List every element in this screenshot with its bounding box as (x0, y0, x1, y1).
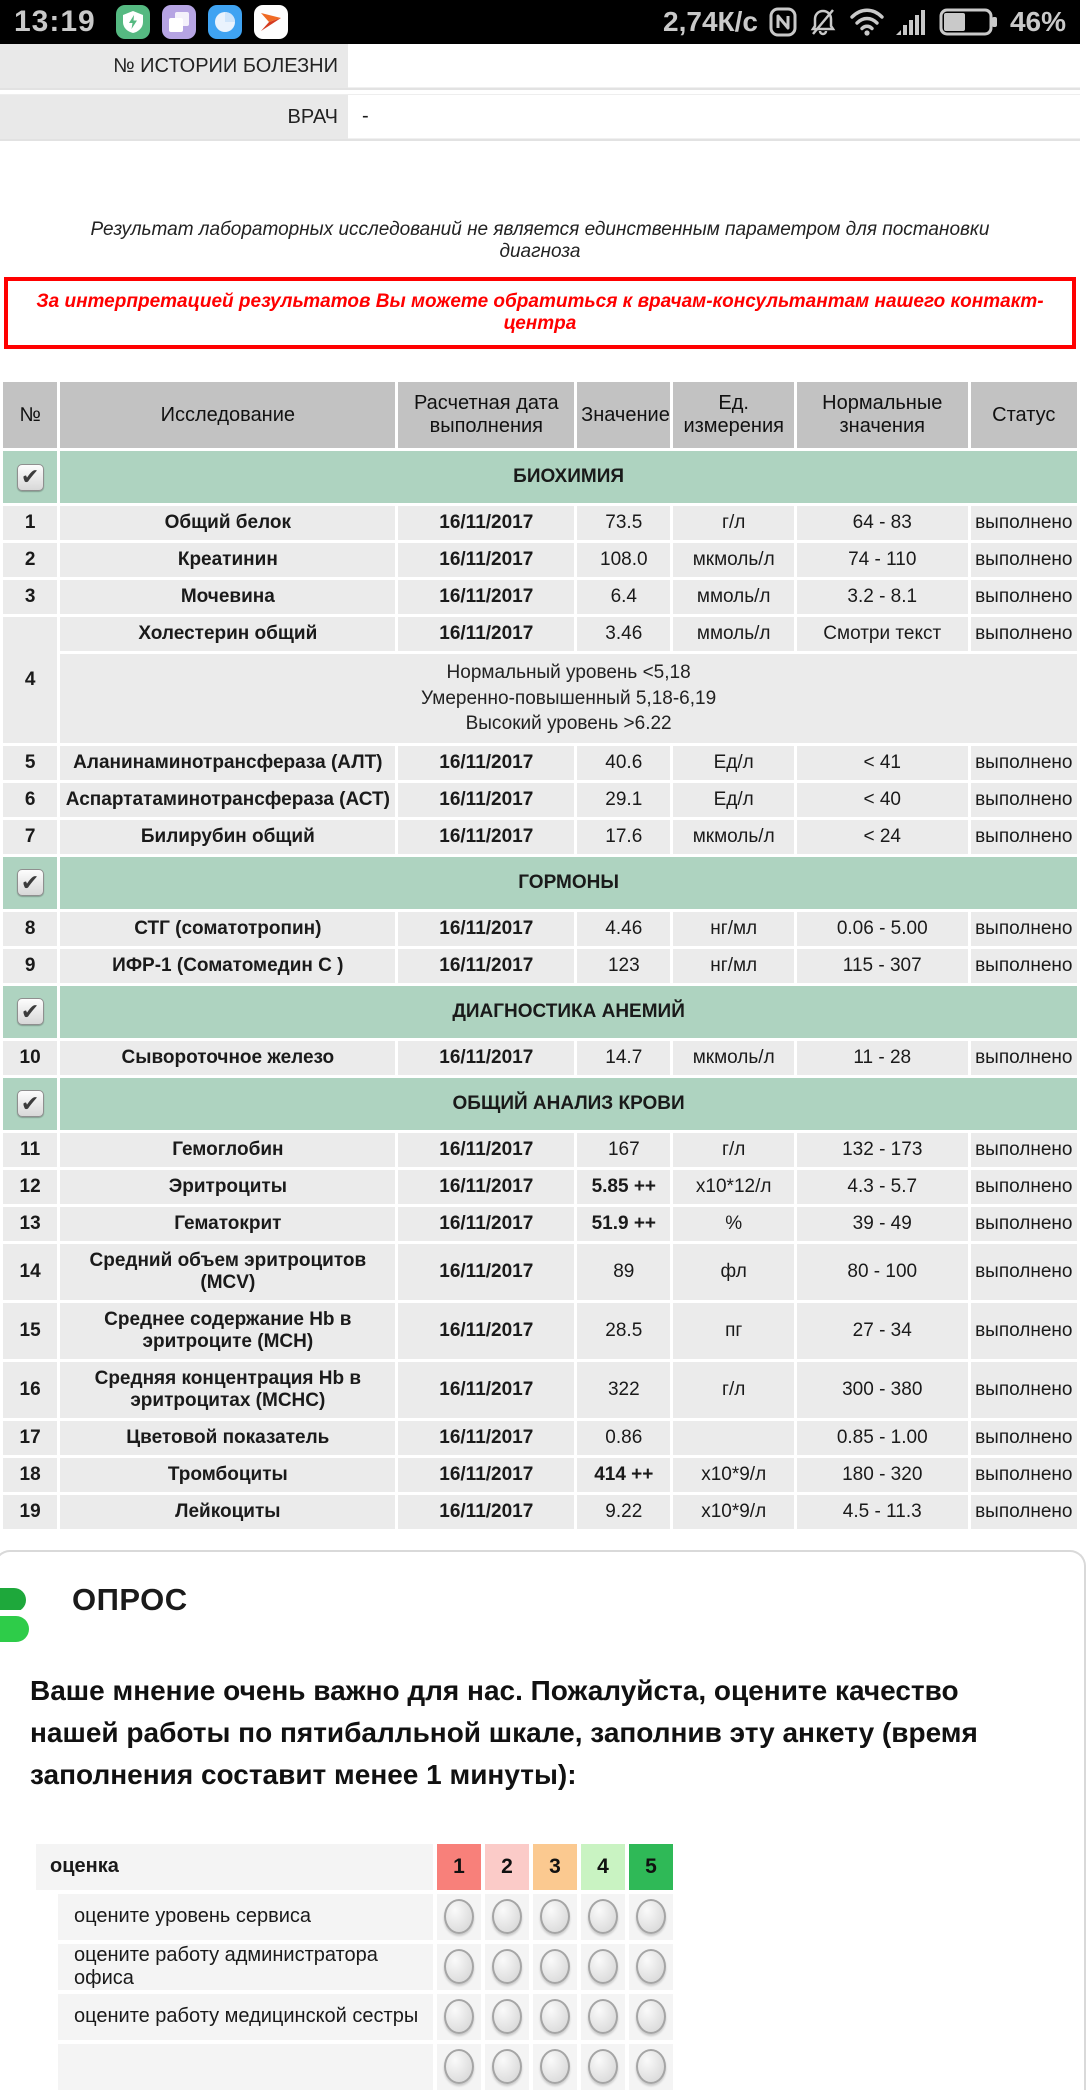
rating-radio-cell (533, 2044, 577, 2090)
lab-logo-icon (0, 1586, 26, 1642)
test-date: 16/11/2017 (398, 1421, 574, 1455)
section-checkbox[interactable]: ✔ (17, 869, 44, 896)
test-name: Лейкоциты (60, 1495, 395, 1529)
rating-radio-cell (437, 2044, 481, 2090)
test-norm: 115 - 307 (797, 949, 968, 983)
section-checkbox-cell (3, 451, 57, 503)
test-name: Креатинин (60, 543, 395, 577)
survey-title: ОПРОС (72, 1581, 188, 1617)
rating-question-row (58, 2044, 1050, 2090)
rating-radio-cell (581, 1994, 625, 2040)
test-status: выполнено (971, 783, 1077, 817)
test-name: Билирубин общий (60, 820, 395, 854)
test-date: 16/11/2017 (398, 1458, 574, 1492)
test-unit: фл (673, 1244, 793, 1300)
test-value: 3.46 (577, 617, 670, 651)
test-date: 16/11/2017 (398, 1207, 574, 1241)
section-row (3, 986, 1077, 1038)
rating-question-rows (36, 1894, 1050, 2090)
test-status: выполнено (971, 1133, 1077, 1167)
test-date: 16/11/2017 (398, 746, 574, 780)
test-status: выполнено (971, 1207, 1077, 1241)
battery-icon (940, 8, 998, 36)
test-row (3, 820, 1077, 854)
test-name: Средний объем эритроцитов (MCV) (60, 1244, 395, 1300)
test-norm: < 40 (797, 783, 968, 817)
test-name: Гематокрит (60, 1207, 395, 1241)
info-row-doctor (0, 94, 1080, 141)
test-note (60, 654, 1077, 743)
test-number: 14 (3, 1244, 57, 1300)
test-value: 28.5 (577, 1303, 670, 1359)
test-date: 16/11/2017 (398, 1244, 574, 1300)
survey-card (0, 1550, 1086, 2090)
test-date: 16/11/2017 (398, 1133, 574, 1167)
test-unit: % (673, 1207, 793, 1241)
test-note-row (3, 654, 1077, 743)
test-status: выполнено (971, 1458, 1077, 1492)
test-status: выполнено (971, 506, 1077, 540)
test-unit: Ед/л (673, 746, 793, 780)
test-name: Холестерин общий (60, 617, 395, 651)
rating-score-header: 2 (485, 1844, 529, 1890)
test-row (3, 1495, 1077, 1529)
test-date: 16/11/2017 (398, 1495, 574, 1529)
rating-radio-button[interactable] (636, 1899, 666, 1934)
test-row (3, 506, 1077, 540)
rating-table (36, 1844, 1050, 2090)
rating-radio-button[interactable] (636, 1949, 666, 1984)
test-number: 17 (3, 1421, 57, 1455)
rating-score-header: 4 (581, 1844, 625, 1890)
test-norm: 300 - 380 (797, 1362, 968, 1418)
section-row (3, 1078, 1077, 1130)
test-status: выполнено (971, 580, 1077, 614)
test-row (3, 912, 1077, 946)
rating-radio-cell (629, 2044, 673, 2090)
test-date: 16/11/2017 (398, 617, 574, 651)
rating-radio-button[interactable] (540, 1949, 570, 1984)
test-unit: х10*9/л (673, 1458, 793, 1492)
test-status: выполнено (971, 746, 1077, 780)
doctor-label: ВРАЧ (0, 95, 348, 139)
test-unit: Ед/л (673, 783, 793, 817)
test-name: Общий белок (60, 506, 395, 540)
test-name: Мочевина (60, 580, 395, 614)
rating-radio-button[interactable] (588, 1949, 618, 1984)
test-row (3, 746, 1077, 780)
rating-radio-cell (485, 1944, 529, 1990)
test-date: 16/11/2017 (398, 783, 574, 817)
test-value: 17.6 (577, 820, 670, 854)
rating-radio-cell (485, 2044, 529, 2090)
col-header-test: Исследование (60, 382, 395, 448)
doctor-value: - (348, 95, 1080, 139)
lab-disclaimer-text: Результат лабораторных исследований не является единственным параметром для постановки диагноза (90, 219, 990, 262)
rating-radio-button[interactable] (636, 1999, 666, 2034)
test-unit: ммоль/л (673, 617, 793, 651)
test-number: 7 (3, 820, 57, 854)
test-name: Гемоглобин (60, 1133, 395, 1167)
test-norm: < 24 (797, 820, 968, 854)
test-number: 8 (3, 912, 57, 946)
history-number-value (348, 44, 1080, 88)
section-row (3, 451, 1077, 503)
rating-radio-cell (581, 2044, 625, 2090)
contact-center-notice (4, 277, 1076, 349)
test-value: 5.85 ++ (577, 1170, 670, 1204)
test-norm: 4.3 - 5.7 (797, 1170, 968, 1204)
rating-radio-button[interactable] (540, 2049, 570, 2084)
test-value: 414 ++ (577, 1458, 670, 1492)
rating-question-label (58, 2044, 433, 2090)
rating-radio-cell (437, 1944, 481, 1990)
test-norm: Смотри текст (797, 617, 968, 651)
test-date: 16/11/2017 (398, 1303, 574, 1359)
test-norm: 4.5 - 11.3 (797, 1495, 968, 1529)
rating-radio-cell (581, 1894, 625, 1940)
rating-radio-button[interactable] (444, 1899, 474, 1934)
test-number: 3 (3, 580, 57, 614)
test-unit: г/л (673, 1362, 793, 1418)
test-status: выполнено (971, 1303, 1077, 1359)
test-number: 11 (3, 1133, 57, 1167)
signal-bars-icon (896, 9, 928, 35)
rating-question-row (58, 1994, 1050, 2040)
copy-pages-app-icon (162, 5, 196, 39)
test-number: 19 (3, 1495, 57, 1529)
survey-intro-text: Ваше мнение очень важно для нас. Пожалуйста, оцените качество нашей работы по пятибалльной шкале, заполнив эту анкету (время заполнения составит менее 1 минуты): (30, 1674, 978, 1790)
test-number: 16 (3, 1362, 57, 1418)
test-number: 2 (3, 543, 57, 577)
wifi-icon (850, 8, 884, 36)
test-name: Цветовой показатель (60, 1421, 395, 1455)
test-date: 16/11/2017 (398, 949, 574, 983)
test-norm: < 41 (797, 746, 968, 780)
test-norm: 64 - 83 (797, 506, 968, 540)
rating-question-label: оцените работу медицинской сестры (58, 1994, 433, 2040)
test-date: 16/11/2017 (398, 820, 574, 854)
history-number-label: № ИСТОРИИ БОЛЕЗНИ (0, 44, 348, 88)
col-header-value: Значение (577, 382, 670, 448)
patient-info (0, 44, 1080, 141)
test-number: 12 (3, 1170, 57, 1204)
section-checkbox[interactable]: ✔ (17, 998, 44, 1025)
test-value: 40.6 (577, 746, 670, 780)
test-status: выполнено (971, 820, 1077, 854)
rating-question-row (58, 1894, 1050, 1940)
rating-radio-cell (485, 1994, 529, 2040)
test-row (3, 543, 1077, 577)
test-value: 108.0 (577, 543, 670, 577)
test-norm: 0.85 - 1.00 (797, 1421, 968, 1455)
rating-radio-cell (533, 1894, 577, 1940)
test-name: Аланинаминотрансфераза (АЛТ) (60, 746, 395, 780)
test-value: 29.1 (577, 783, 670, 817)
test-date: 16/11/2017 (398, 1170, 574, 1204)
results-header-row (3, 382, 1077, 448)
test-value: 89 (577, 1244, 670, 1300)
test-norm: 3.2 - 8.1 (797, 580, 968, 614)
test-unit: х10*12/л (673, 1170, 793, 1204)
test-row (3, 1133, 1077, 1167)
status-bar (0, 0, 1080, 44)
test-row (3, 1170, 1077, 1204)
test-row (3, 949, 1077, 983)
test-norm: 180 - 320 (797, 1458, 968, 1492)
col-header-norm: Нормальные значения (797, 382, 968, 448)
test-unit: ммоль/л (673, 580, 793, 614)
test-note-line: Высокий уровень >6.22 (465, 713, 672, 735)
rating-score-header: 5 (629, 1844, 673, 1890)
test-value: 322 (577, 1362, 670, 1418)
test-value: 167 (577, 1133, 670, 1167)
section-row (3, 857, 1077, 909)
test-unit: г/л (673, 1133, 793, 1167)
rating-question-row (58, 1944, 1050, 1990)
section-checkbox-cell (3, 986, 57, 1038)
test-date: 16/11/2017 (398, 506, 574, 540)
test-value: 9.22 (577, 1495, 670, 1529)
test-status: выполнено (971, 617, 1077, 651)
rating-radio-cell (533, 1944, 577, 1990)
test-norm: 132 - 173 (797, 1133, 968, 1167)
test-row (3, 617, 1077, 651)
test-status: выполнено (971, 949, 1077, 983)
rating-radio-button[interactable] (588, 2049, 618, 2084)
col-header-date: Расчетная дата выполнения (398, 382, 574, 448)
rating-header-row (36, 1844, 1050, 1890)
test-status: выполнено (971, 1041, 1077, 1075)
test-value: 73.5 (577, 506, 670, 540)
test-row (3, 1458, 1077, 1492)
rating-radio-button[interactable] (588, 1899, 618, 1934)
rating-radio-button[interactable] (540, 1899, 570, 1934)
test-name: Среднее содержание Hb в эритроците (MCH) (60, 1303, 395, 1359)
orange-arrow-app-icon (254, 5, 288, 39)
test-row (3, 1362, 1077, 1418)
test-date: 16/11/2017 (398, 1041, 574, 1075)
test-unit: мкмоль/л (673, 1041, 793, 1075)
rating-radio-button[interactable] (444, 1999, 474, 2034)
col-header-unit: Ед. измерения (673, 382, 793, 448)
test-name: Эритроциты (60, 1170, 395, 1204)
test-unit: мкмоль/л (673, 820, 793, 854)
test-norm: 74 - 110 (797, 543, 968, 577)
test-status: выполнено (971, 1362, 1077, 1418)
test-value: 0.86 (577, 1421, 670, 1455)
test-number: 9 (3, 949, 57, 983)
info-row-history-number (0, 44, 1080, 90)
test-value: 4.46 (577, 912, 670, 946)
test-row (3, 783, 1077, 817)
rating-radio-button[interactable] (636, 2049, 666, 2084)
test-date: 16/11/2017 (398, 543, 574, 577)
rating-radio-cell (629, 1944, 673, 1990)
test-name: Аспартатаминотрансфераза (АСТ) (60, 783, 395, 817)
test-row (3, 1244, 1077, 1300)
test-number: 13 (3, 1207, 57, 1241)
battery-percent: 46% (1009, 6, 1066, 37)
test-value: 14.7 (577, 1041, 670, 1075)
test-name: ИФР-1 (Соматомедин С ) (60, 949, 395, 983)
test-value: 123 (577, 949, 670, 983)
test-number: 1 (3, 506, 57, 540)
browser-circle-app-icon (208, 5, 242, 39)
test-status: выполнено (971, 1244, 1077, 1300)
col-header-num: № (3, 382, 57, 448)
test-norm: 27 - 34 (797, 1303, 968, 1359)
rating-radio-cell (581, 1944, 625, 1990)
test-norm: 80 - 100 (797, 1244, 968, 1300)
section-title: БИОХИМИЯ (60, 451, 1077, 503)
lab-results-table (0, 379, 1080, 1532)
test-note-line: Умеренно-повышенный 5,18-6,19 (421, 687, 717, 709)
test-number: 6 (3, 783, 57, 817)
test-status: выполнено (971, 543, 1077, 577)
rating-question-label: оцените работу администратора офиса (58, 1944, 433, 1990)
rating-radio-cell (629, 1994, 673, 2040)
rating-radio-cell (485, 1894, 529, 1940)
test-value: 51.9 ++ (577, 1207, 670, 1241)
clock-time: 13:19 (14, 5, 96, 38)
test-number: 4 (3, 617, 57, 743)
test-date: 16/11/2017 (398, 912, 574, 946)
rating-radio-button[interactable] (588, 1999, 618, 2034)
test-norm: 0.06 - 5.00 (797, 912, 968, 946)
rating-radio-button[interactable] (492, 2049, 522, 2084)
test-unit: г/л (673, 506, 793, 540)
rating-question-label: оцените уровень сервиса (58, 1894, 433, 1940)
rating-radio-cell (437, 1894, 481, 1940)
rating-radio-cell (437, 1994, 481, 2040)
test-number: 5 (3, 746, 57, 780)
test-name: Средняя концентрация Hb в эритроцитах (MCHC) (60, 1362, 395, 1418)
test-row (3, 580, 1077, 614)
test-row (3, 1041, 1077, 1075)
rating-score-header: 1 (437, 1844, 481, 1890)
rating-radio-button[interactable] (492, 1999, 522, 2034)
test-row (3, 1303, 1077, 1359)
rating-radio-button[interactable] (492, 1899, 522, 1934)
rating-radio-cell (629, 1894, 673, 1940)
rating-radio-button[interactable] (492, 1949, 522, 1984)
contact-center-notice-text: За интерпретацией результатов Вы можете обратиться к врачам-консультантам нашего контакт-центра (36, 291, 1044, 334)
test-unit: х10*9/л (673, 1495, 793, 1529)
test-value: 6.4 (577, 580, 670, 614)
rating-radio-button[interactable] (444, 1949, 474, 1984)
test-number: 18 (3, 1458, 57, 1492)
test-status: выполнено (971, 1170, 1077, 1204)
rating-score-header: 3 (533, 1844, 577, 1890)
section-checkbox[interactable]: ✔ (17, 1090, 44, 1117)
test-date: 16/11/2017 (398, 580, 574, 614)
test-note-line: Нормальный уровень <5,18 (446, 662, 691, 683)
nfc-icon (770, 7, 796, 37)
section-checkbox-cell (3, 1078, 57, 1130)
test-name: СТГ (соматотропин) (60, 912, 395, 946)
security-shield-app-icon (116, 5, 150, 39)
results-table-body (3, 451, 1077, 1529)
test-norm: 39 - 49 (797, 1207, 968, 1241)
test-row (3, 1207, 1077, 1241)
test-status: выполнено (971, 912, 1077, 946)
test-row (3, 1421, 1077, 1455)
section-checkbox[interactable]: ✔ (17, 464, 44, 491)
test-unit: мкмоль/л (673, 543, 793, 577)
test-unit: нг/мл (673, 912, 793, 946)
test-status: выполнено (971, 1495, 1077, 1529)
test-name: Сывороточное железо (60, 1041, 395, 1075)
test-norm: 11 - 28 (797, 1041, 968, 1075)
test-unit (673, 1421, 793, 1455)
test-unit: нг/мл (673, 949, 793, 983)
test-name: Тромбоциты (60, 1458, 395, 1492)
rating-radio-button[interactable] (444, 2049, 474, 2084)
section-title: ОБЩИЙ АНАЛИЗ КРОВИ (60, 1078, 1077, 1130)
section-title: ГОРМОНЫ (60, 857, 1077, 909)
test-number: 15 (3, 1303, 57, 1359)
test-unit: пг (673, 1303, 793, 1359)
test-date: 16/11/2017 (398, 1362, 574, 1418)
mute-bell-icon (808, 7, 838, 37)
col-header-status: Статус (971, 382, 1077, 448)
section-title: ДИАГНОСТИКА АНЕМИЙ (60, 986, 1077, 1038)
rating-radio-button[interactable] (540, 1999, 570, 2034)
rating-header-label: оценка (36, 1844, 433, 1890)
test-number: 10 (3, 1041, 57, 1075)
test-status: выполнено (971, 1421, 1077, 1455)
section-checkbox-cell (3, 857, 57, 909)
network-speed: 2,74К/с (663, 6, 758, 37)
rating-radio-cell (533, 1994, 577, 2040)
